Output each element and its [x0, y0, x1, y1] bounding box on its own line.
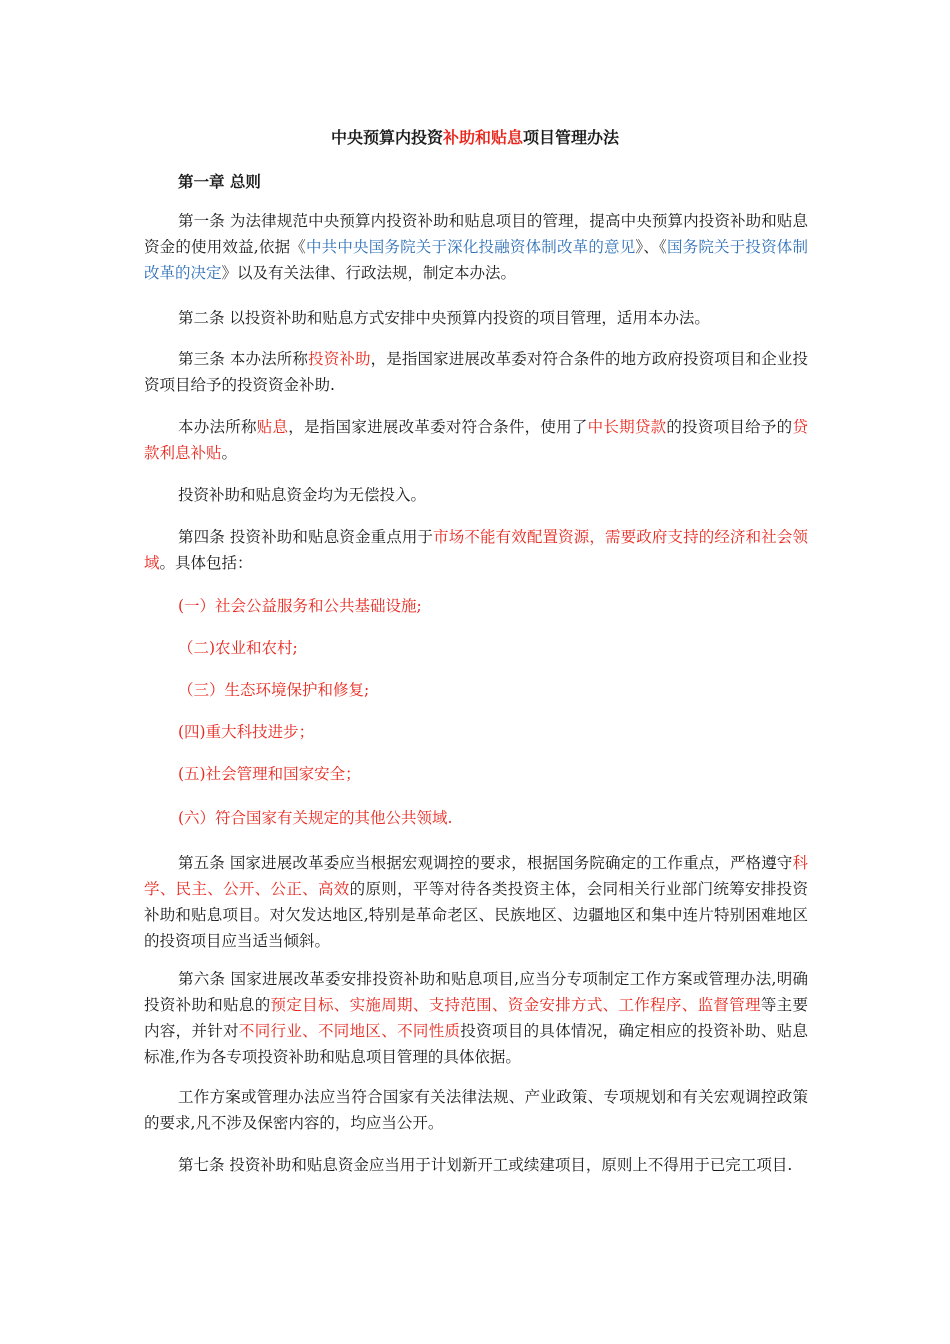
- article-3-paragraph-2: [144, 414, 808, 466]
- highlight: 中长期贷款: [587, 418, 667, 436]
- list-item: （三）生态环境保护和修复;: [178, 681, 370, 699]
- document-title: [0, 126, 950, 150]
- highlight: 投资补助: [308, 350, 371, 368]
- list-item: (四)重大科技进步；: [178, 723, 315, 741]
- text: 的投资项目给予的: [666, 418, 793, 436]
- article-7: 第七条 投资补助和贴息资金应当用于计划新开工或续建项目，原则上不得用于已完工项目.: [178, 1156, 793, 1174]
- text: ，是指国家进展改革委对符合条件的地方政府投资项目和企业投资项目给予的投资资金补助.: [144, 350, 808, 394]
- list-item: (五)社会管理和国家安全；: [178, 765, 361, 783]
- highlight: 科学、民主、公开、公正、高效: [144, 854, 808, 898]
- chapter-heading: 第一章 总则: [178, 173, 261, 191]
- link-doc-decision[interactable]: 国务院关于投资体制改革的决定: [144, 238, 808, 282]
- article-6: [144, 966, 808, 1070]
- highlight: 贷款利息补贴: [144, 418, 808, 462]
- list-item: (一）社会公益服务和公共基础设施;: [178, 597, 422, 615]
- text: 等主要内容，并针对: [144, 996, 808, 1040]
- article-3-paragraph-3: 投资补助和贴息资金均为无偿投入。: [178, 486, 427, 504]
- title-part: 项目管理办法: [523, 128, 620, 147]
- list-item: （二)农业和农村;: [178, 639, 298, 657]
- text: 。具体包括：: [159, 554, 253, 572]
- article-3: [144, 346, 808, 398]
- text: 第六条 国家进展改革委安排投资补助和贴息项目,应当分专项制定工作方案或管理办法,明确投资补助和贴息的: [144, 970, 808, 1014]
- article-2: 第二条 以投资补助和贴息方式安排中央预算内投资的项目管理，适用本办法。: [178, 309, 710, 327]
- text: 第三条 本办法所称: [178, 350, 309, 368]
- text: 》、《: [635, 238, 667, 256]
- text: 第五条 国家进展改革委应当根据宏观调控的要求，根据国务院确定的工作重点，严格遵守: [178, 854, 793, 872]
- article-4: [144, 524, 808, 576]
- link-doc-opinion[interactable]: 中共中央国务院关于深化投融资体制改革的意见: [305, 238, 636, 256]
- text: 投资项目的具体情况，确定相应的投资补助、贴息标准,作为各专项投资补助和贴息项目管理的具体依据。: [144, 1022, 808, 1066]
- highlight: 预定目标、实施周期、支持范围、资金安排方式、工作程序、监督管理: [270, 996, 761, 1014]
- text: ，是指国家进展改革委对符合条件，使用了: [288, 418, 588, 436]
- article-5: [144, 850, 808, 954]
- text: 第四条 投资补助和贴息资金重点用于: [178, 528, 434, 546]
- text: 第一条 为法律规范中央预算内投资补助和贴息项目的管理，提高中央预算内投资补助和贴息资金的使用效益,依据《: [144, 212, 808, 256]
- title-highlight: 补助和贴息: [442, 128, 523, 147]
- highlight: 不同行业、不同地区、不同性质: [238, 1022, 461, 1040]
- text: 的原则，平等对待各类投资主体，会同相关行业部门统筹安排投资补助和贴息项目。对欠发达地区,特别是革命老区、民族地区、边疆地区和集中连片特别困难地区的投资项目应当适当倾斜。: [144, 880, 808, 950]
- article-1: [144, 208, 808, 286]
- text: 。: [221, 444, 238, 462]
- title-part: 中央预算内投资: [330, 128, 443, 147]
- text: 》以及有关法律、行政法规，制定本办法。: [221, 264, 517, 282]
- text: 本办法所称: [178, 418, 257, 436]
- highlight: 贴息: [256, 418, 289, 436]
- article-6-paragraph-2: 工作方案或管理办法应当符合国家有关法律法规、产业政策、专项规划和有关宏观调控政策的要求,凡不涉及保密内容的，均应当公开。: [144, 1088, 808, 1132]
- highlight: 市场不能有效配置资源，需要政府支持的经济和社会领域: [144, 528, 808, 572]
- list-item: (六）符合国家有关规定的其他公共领域.: [178, 809, 453, 827]
